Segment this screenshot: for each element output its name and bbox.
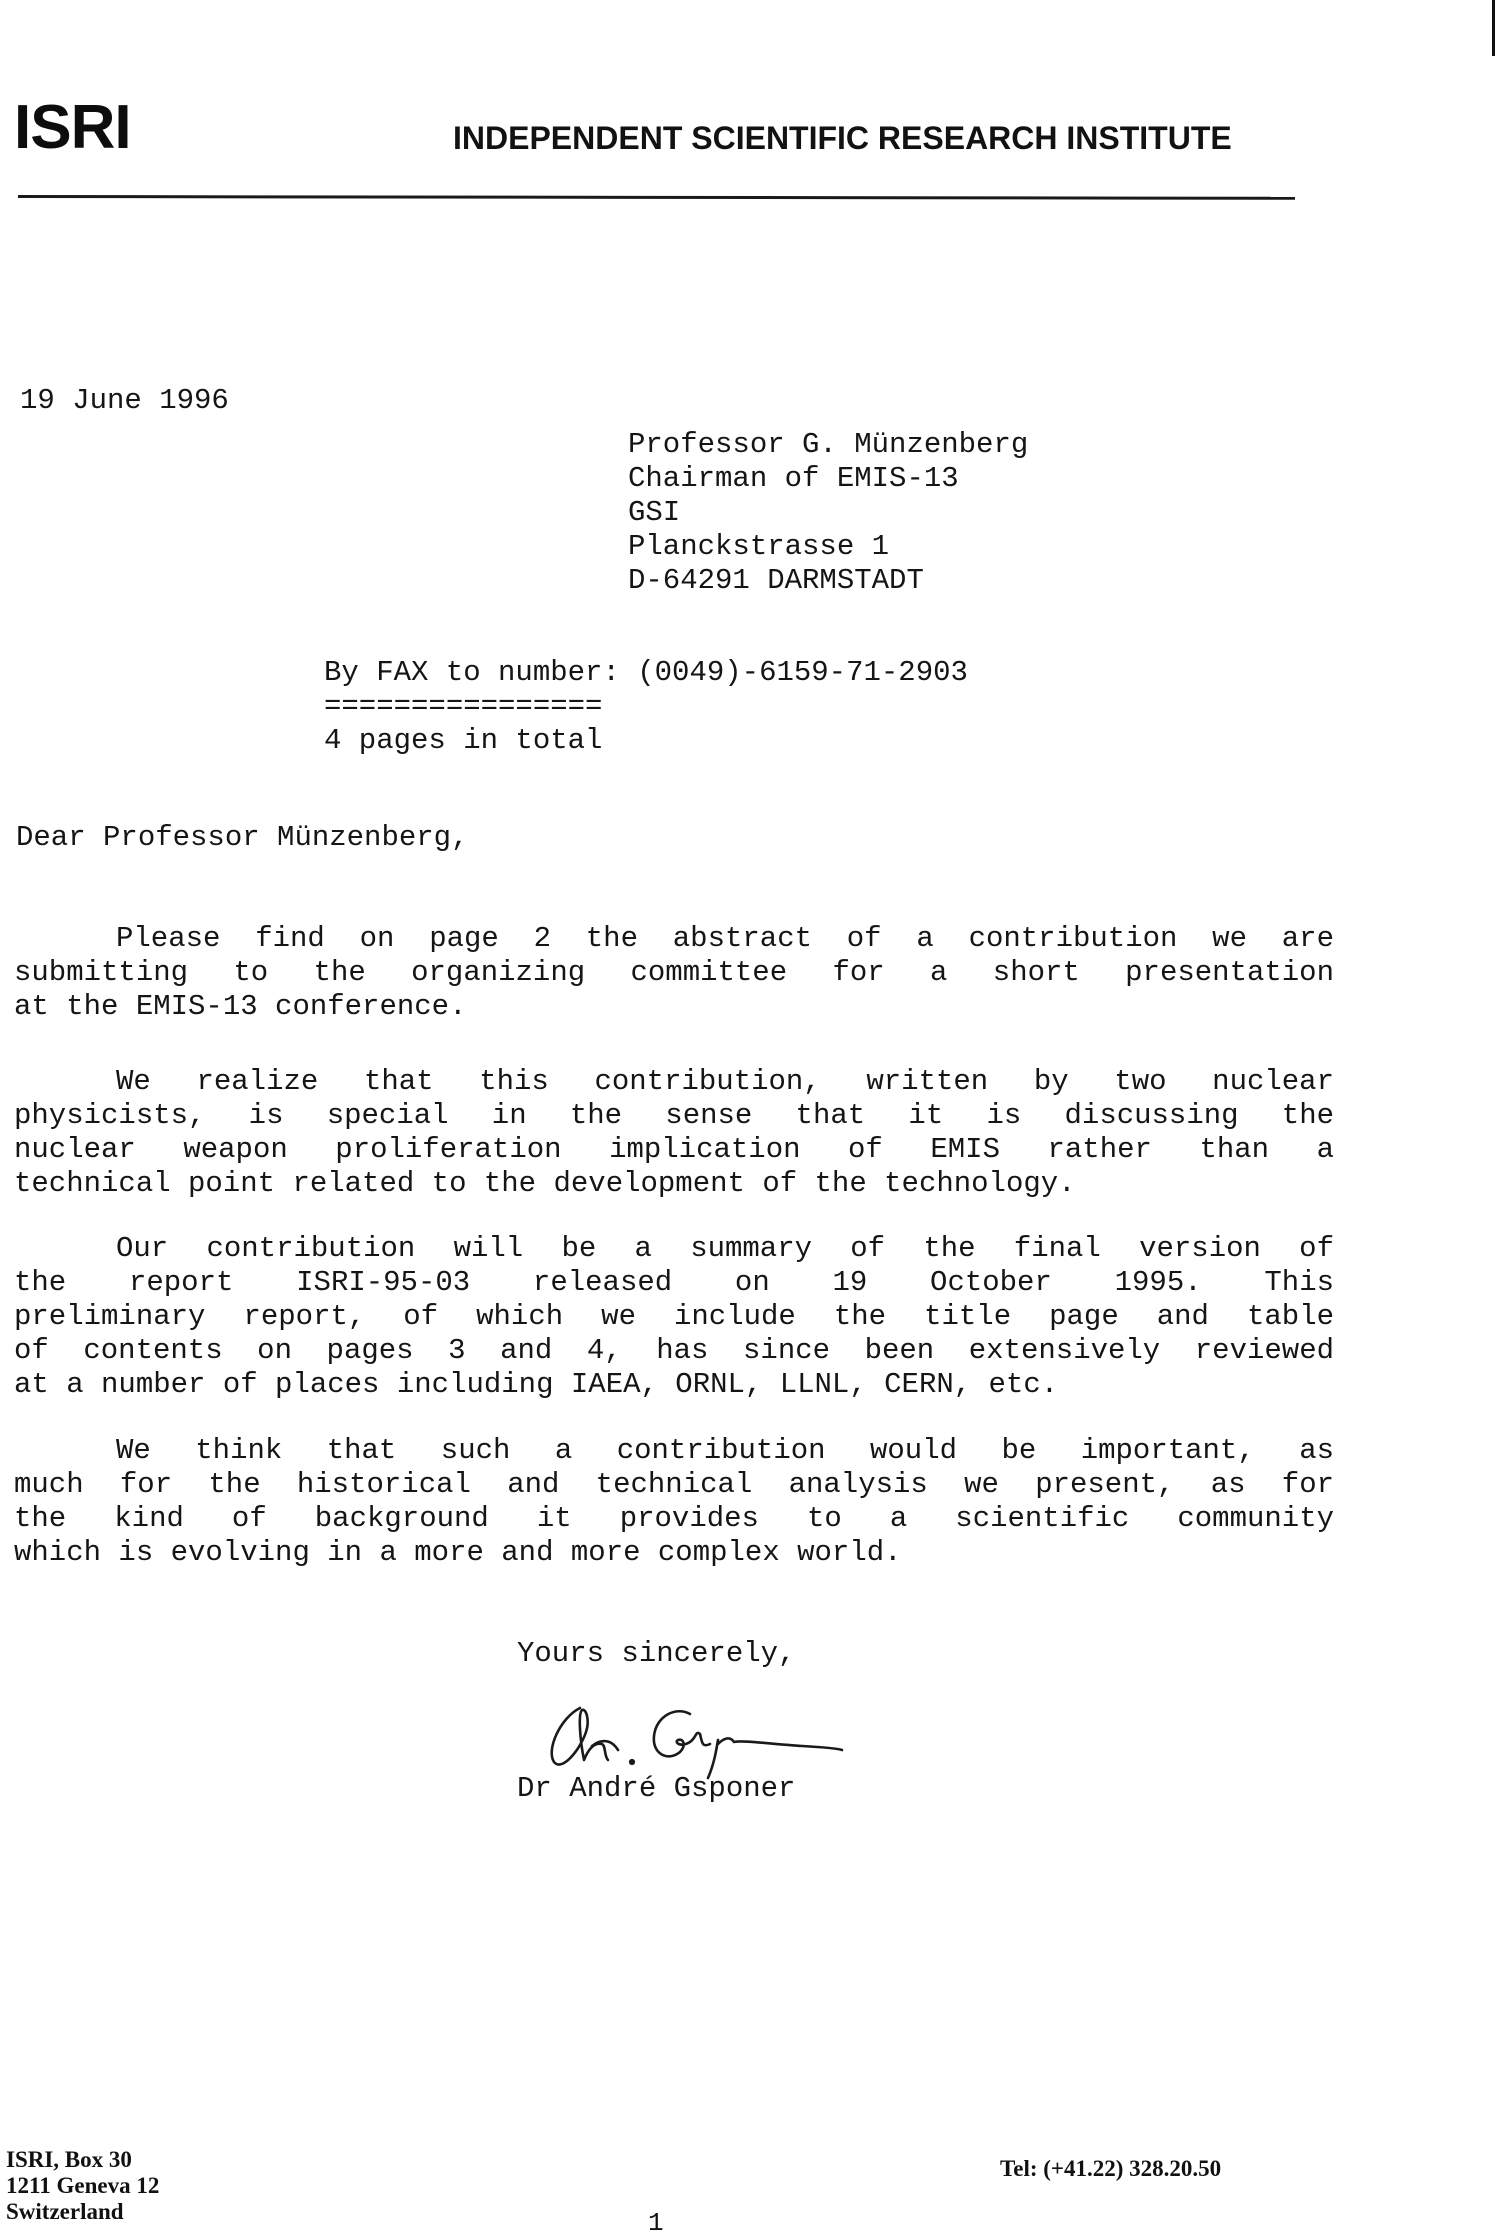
fax-number-line: By FAX to number: (0049)-6159-71-2903 — [324, 656, 968, 689]
institute-name: INDEPENDENT SCIENTIFIC RESEARCH INSTITUTE — [453, 120, 1232, 156]
institute-logo: ISRI — [14, 93, 131, 162]
handwritten-signature — [540, 1680, 870, 1780]
paragraph-line: much for the historical and technical analysis we present, as for — [14, 1468, 1334, 1501]
recipient-line: D-64291 DARMSTADT — [628, 564, 924, 597]
recipient-line: Professor G. Münzenberg — [628, 428, 1029, 461]
paragraph-line: We realize that this contribution, written by two nuclear — [116, 1065, 1334, 1098]
body-paragraph-1 — [14, 922, 1334, 1024]
paragraph-line: preliminary report, of which we include the title page and table — [14, 1300, 1334, 1333]
salutation: Dear Professor Münzenberg, — [16, 821, 469, 854]
body-paragraph-2 — [14, 1065, 1334, 1201]
page-number: 1 — [648, 2208, 664, 2238]
paragraph-line: the report ISRI-95-03 released on 19 October 1995. This — [14, 1266, 1334, 1299]
footer-address-line: 1211 Geneva 12 — [6, 2173, 160, 2198]
recipient-line: Planckstrasse 1 — [628, 530, 890, 563]
fax-page-count: 4 pages in total — [324, 724, 603, 757]
fax-block — [324, 656, 968, 758]
paragraph-line: Our contribution will be a summary of the final version of — [116, 1232, 1334, 1265]
paragraph-line: at a number of places including IAEA, ORNL, LLNL, CERN, etc. — [14, 1368, 1059, 1401]
paragraph-line: Please find on page 2 the abstract of a contribution we are — [116, 922, 1334, 955]
paragraph-line: We think that such a contribution would be important, as — [116, 1434, 1334, 1467]
footer-address-line: Switzerland — [6, 2199, 124, 2224]
recipient-line: GSI — [628, 496, 681, 529]
recipient-address — [628, 428, 1028, 598]
header-divider — [18, 195, 1295, 200]
recipient-line: Chairman of EMIS-13 — [628, 462, 959, 495]
paragraph-line: the kind of background it provides to a scientific community — [14, 1502, 1334, 1535]
scan-edge-mark — [1492, 0, 1495, 56]
paragraph-line: technical point related to the development of the technology. — [14, 1167, 1076, 1200]
footer-telephone: Tel: (+41.22) 328.20.50 — [1000, 2156, 1222, 2181]
paragraph-line: at the EMIS-13 conference. — [14, 990, 467, 1023]
body-paragraph-4 — [14, 1434, 1334, 1570]
paragraph-line: physicists, is special in the sense that it is discussing the — [14, 1099, 1334, 1132]
signer-name: Dr André Gsponer — [517, 1772, 796, 1805]
paragraph-line: of contents on pages 3 and 4, has since been extensively reviewed — [14, 1334, 1334, 1367]
footer-address — [6, 2147, 159, 2225]
paragraph-line: nuclear weapon proliferation implication of EMIS rather than a — [14, 1133, 1334, 1166]
body-paragraph-3 — [14, 1232, 1334, 1402]
fax-underline: ================ — [324, 690, 603, 723]
paragraph-line: which is evolving in a more and more complex world. — [14, 1536, 902, 1569]
footer-address-line: ISRI, Box 30 — [6, 2147, 132, 2172]
paragraph-line: submitting to the organizing committee for a short presentation — [14, 956, 1334, 989]
closing: Yours sincerely, — [517, 1637, 796, 1670]
letter-date: 19 June 1996 — [20, 384, 229, 417]
